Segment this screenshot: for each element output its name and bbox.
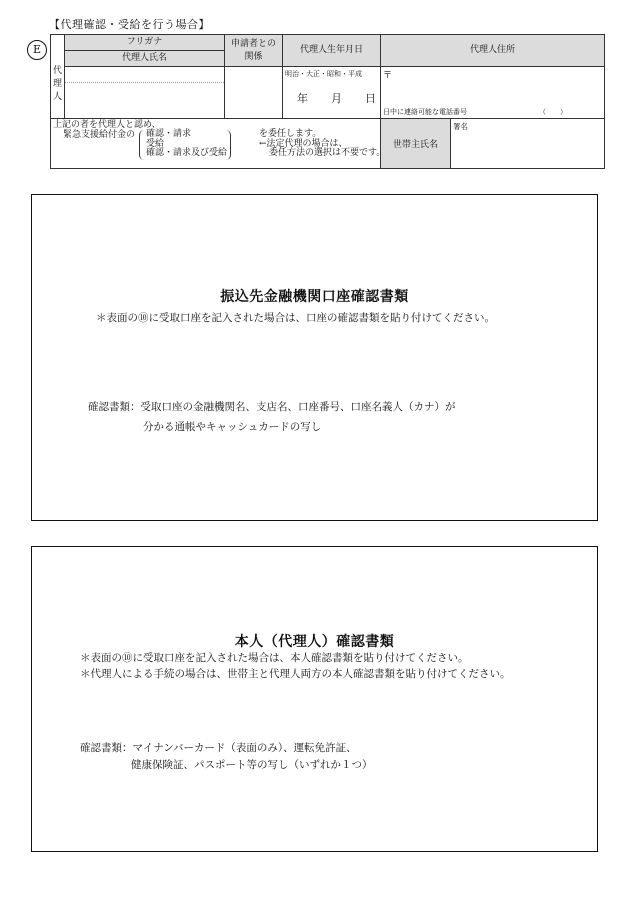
furigana-field[interactable]	[65, 67, 224, 83]
delegation-declaration: 上記の者を代理人と認め、 緊急支援給付金の 確認・請求 受給 確認・請求及び受給 を委任します。 ←法定代理の場合は、 委任方法の選択は不要です。	[51, 119, 381, 169]
section-heading: 【代理確認・受給を行う場合】	[49, 18, 210, 31]
phone-area-code[interactable]: （ ）	[539, 108, 567, 116]
bank-doc-requirement-line2: 分かる通帳やキャッシュカードの写し	[143, 421, 322, 433]
daytime-phone[interactable]	[383, 107, 601, 117]
delegation-options[interactable]	[139, 130, 231, 160]
proxy-side-label: 代 理 人	[51, 35, 65, 119]
identity-doc-requirement-line2: 健康保険証、パスポート等の写し（いずれか１つ）	[131, 759, 373, 771]
year-label: 年	[297, 92, 308, 105]
identity-doc-note2: ＊代理人による手続の場合は、世帯主と代理人両方の本人確認書類を貼り付けてください。	[80, 668, 511, 680]
address-label: 代理人住所	[381, 35, 605, 67]
relation-label: 申請者との 関係	[225, 35, 283, 67]
month-label: 月	[331, 92, 342, 105]
era-choices[interactable]: 明治・大正・昭和・平成	[285, 70, 362, 78]
option-confirm-request[interactable]: 確認・請求	[146, 129, 192, 139]
address-field[interactable]	[381, 67, 605, 119]
section-marker: E	[27, 40, 47, 60]
signature-label: 署名	[453, 122, 468, 131]
identity-doc-title: 本人（代理人）確認書類	[234, 634, 395, 650]
bank-doc-title: 振込先金融機関口座確認書類	[220, 289, 409, 305]
postal-mark: 〒	[383, 71, 393, 81]
identity-doc-note1: ＊表面の⑩に受取口座を記入された場合は、本人確認書類を貼り付けてください。	[80, 652, 469, 664]
option-receive[interactable]: 受給	[146, 138, 165, 149]
dob-field[interactable]	[283, 67, 381, 119]
dob-label: 代理人生年月日	[283, 35, 381, 67]
relation-field[interactable]	[225, 67, 283, 119]
householder-name-label: 世帯主氏名	[381, 119, 451, 169]
furigana-label: フリガナ	[65, 35, 225, 51]
daytime-phone-label: 日中に連絡可能な電話番号	[383, 108, 467, 116]
bank-doc-requirement-line1: 確認書類：受取口座の金融機関名、支店名、口座番号、口座名義人（カナ）が	[88, 401, 456, 413]
proxy-name-field[interactable]	[65, 67, 225, 119]
identity-doc-box	[31, 546, 598, 852]
option-confirm-request-receive[interactable]: 確認・請求及び受給	[146, 148, 228, 158]
identity-doc-requirement-line1: 確認書類：マイナンバーカード（表面のみ）、運転免許証、	[80, 742, 357, 754]
signature-field[interactable]	[451, 119, 605, 169]
day-label: 日	[365, 92, 376, 105]
bank-account-doc-box	[31, 194, 598, 521]
proxy-name-label: 代理人氏名	[65, 51, 225, 67]
bank-doc-note: ＊表面の⑩に受取口座を記入された場合は、口座の確認書類を貼り付けてください。	[96, 312, 495, 324]
proxy-form-table	[50, 34, 605, 169]
